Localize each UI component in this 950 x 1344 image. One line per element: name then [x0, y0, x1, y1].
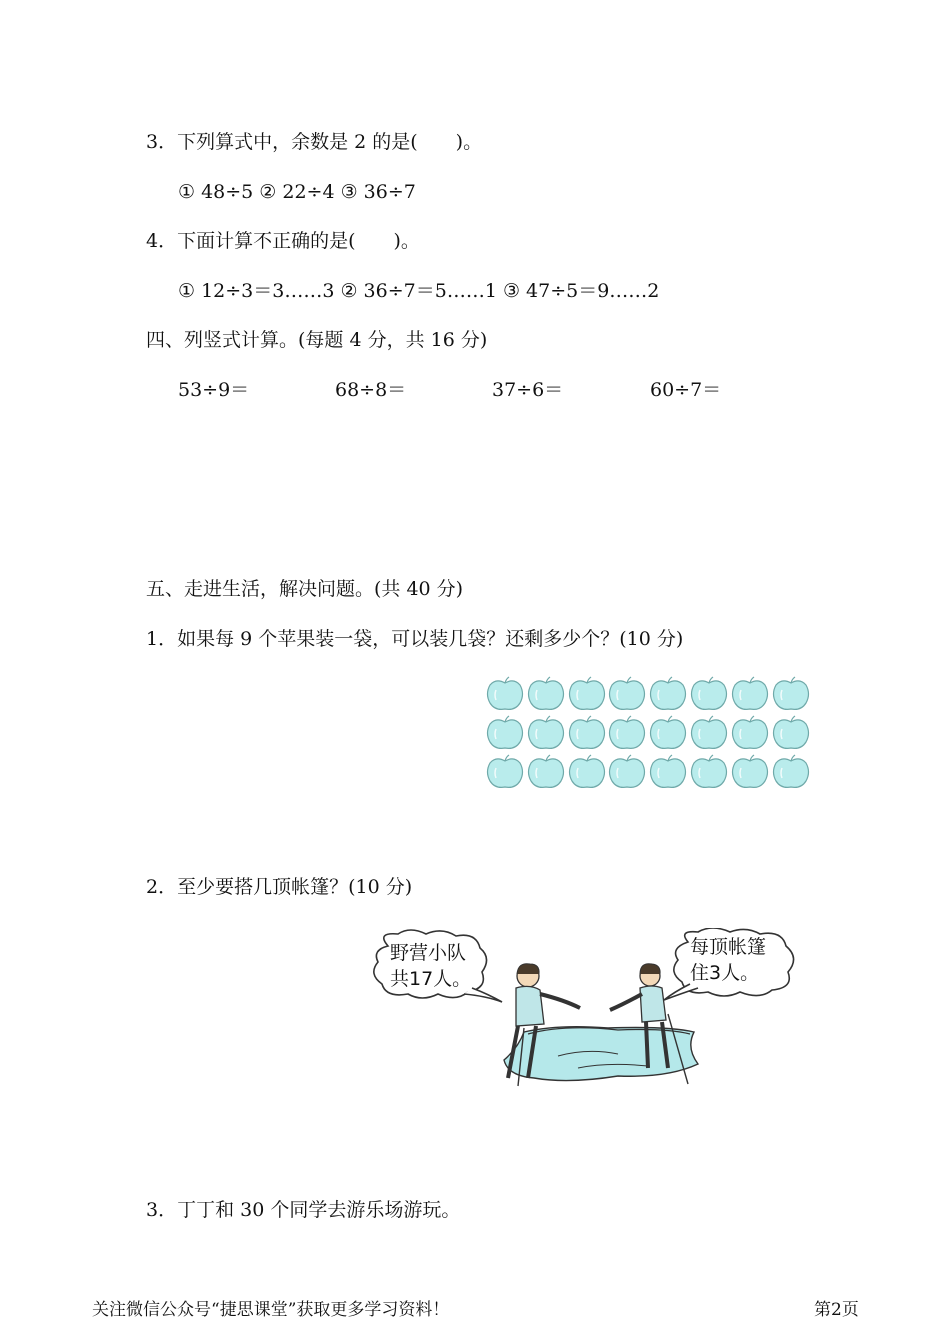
calc-problem-4: 60÷7＝ — [650, 379, 722, 401]
apple-icon — [527, 676, 565, 712]
apple-icon — [772, 676, 810, 712]
problem-3: 3．丁丁和 30 个同学去游乐场游玩。 — [146, 1199, 461, 1221]
question-4: 4．下面计算不正确的是( )。 — [146, 230, 420, 252]
apple-icon — [649, 754, 687, 790]
calc-problem-3: 37÷6＝ — [492, 379, 564, 401]
right-bubble-line-1: 每顶帐篷 — [690, 936, 767, 958]
apple-icon — [731, 676, 769, 712]
apple-icon — [649, 676, 687, 712]
apple-icon — [772, 754, 810, 790]
apple-icon — [568, 676, 606, 712]
apple-icon — [690, 676, 728, 712]
apple-icon — [568, 715, 606, 751]
apple-icon — [527, 715, 565, 751]
problem-1: 1．如果每 9 个苹果装一袋，可以装几袋？还剩多少个？(10 分) — [146, 628, 684, 650]
apple-icon — [690, 754, 728, 790]
calc-problem-2: 68÷8＝ — [335, 379, 407, 401]
right-bubble-line-2: 住3人。 — [690, 962, 760, 984]
apple-icon — [608, 715, 646, 751]
tent-illustration — [368, 928, 808, 1090]
left-bubble-line-2: 共17人。 — [390, 968, 472, 990]
footer-note: 关注微信公众号“捷思课堂”获取更多学习资料！ — [92, 1300, 450, 1320]
apple-icon — [690, 715, 728, 751]
apple-icon — [486, 754, 524, 790]
apple-icon — [772, 715, 810, 751]
calc-problem-1: 53÷9＝ — [178, 379, 250, 401]
question-4-options: ① 12÷3＝3……3 ② 36÷7＝5……1 ③ 47÷5＝9……2 — [178, 280, 660, 302]
section-5-title: 五、走进生活，解决问题。(共 40 分) — [146, 578, 464, 600]
apple-icon — [608, 676, 646, 712]
page-number: 第2页 — [814, 1300, 859, 1320]
apple-icon — [486, 715, 524, 751]
section-4-title: 四、列竖式计算。(每题 4 分，共 16 分) — [146, 329, 488, 351]
apple-icon — [731, 715, 769, 751]
question-3: 3．下列算式中，余数是 2 的是( )。 — [146, 131, 483, 153]
apple-icon — [486, 676, 524, 712]
left-bubble-line-1: 野营小队 — [390, 942, 467, 964]
apple-icon — [608, 754, 646, 790]
apple-icon — [731, 754, 769, 790]
apple-icon — [527, 754, 565, 790]
apple-icon — [649, 715, 687, 751]
problem-2: 2．至少要搭几顶帐篷？(10 分) — [146, 876, 413, 898]
question-3-options: ① 48÷5 ② 22÷4 ③ 36÷7 — [178, 181, 416, 203]
apple-icon — [568, 754, 606, 790]
apple-grid — [486, 676, 831, 798]
